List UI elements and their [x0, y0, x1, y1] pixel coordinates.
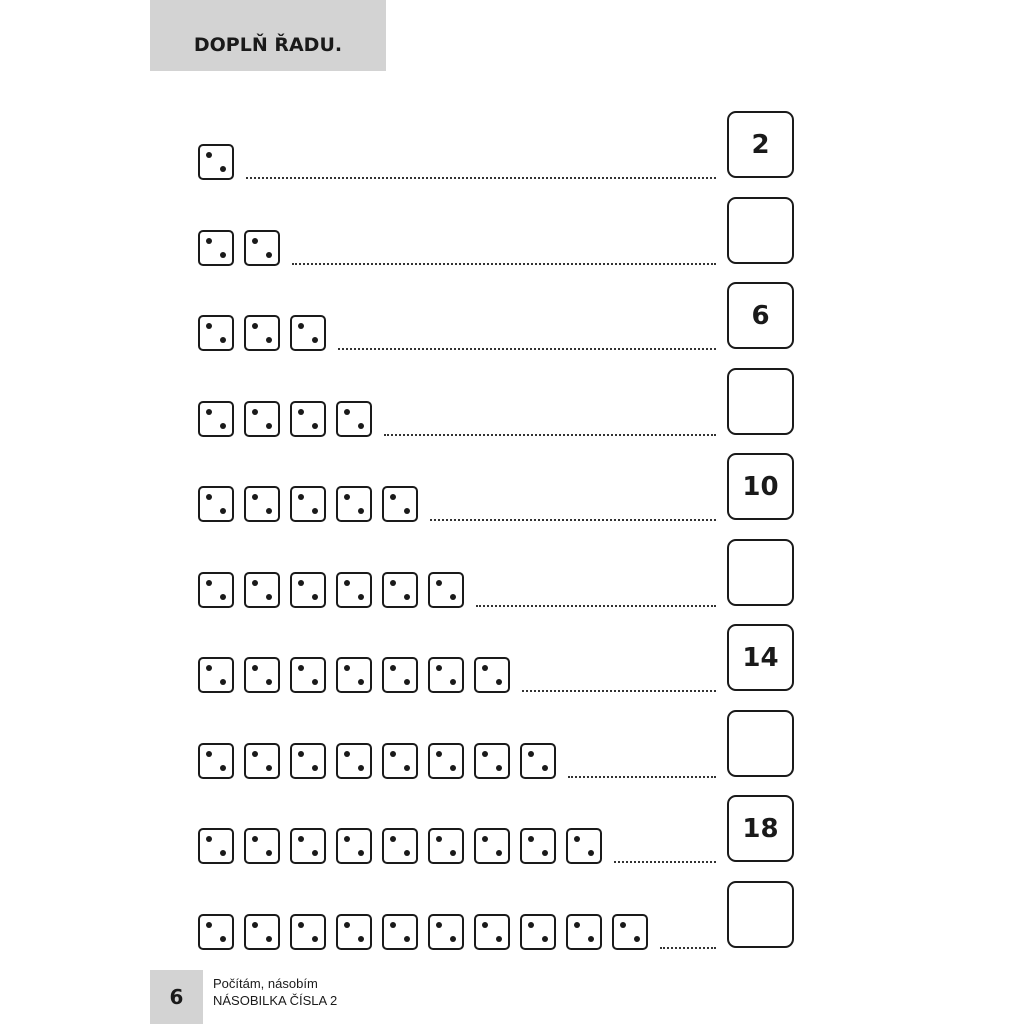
die-pip — [206, 238, 212, 244]
die-pip — [252, 665, 258, 671]
die-pip — [266, 850, 272, 856]
exercise-row — [0, 795, 1024, 863]
header-banner — [150, 0, 386, 71]
die-pip — [588, 850, 594, 856]
die-pip — [206, 836, 212, 842]
die-pip — [344, 922, 350, 928]
answer-box[interactable] — [727, 881, 794, 948]
die-two-icon — [244, 486, 280, 522]
die-two-icon — [336, 743, 372, 779]
dotted-leader-line — [614, 861, 716, 863]
answer-value: 14 — [742, 642, 779, 673]
die-pip — [390, 751, 396, 757]
die-pip — [252, 751, 258, 757]
dice-group — [198, 144, 244, 180]
die-pip — [404, 936, 410, 942]
die-pip — [220, 337, 226, 343]
die-two-icon — [198, 315, 234, 351]
die-pip — [312, 850, 318, 856]
die-pip — [206, 665, 212, 671]
die-two-icon — [382, 486, 418, 522]
die-two-icon — [382, 572, 418, 608]
die-pip — [220, 679, 226, 685]
die-two-icon — [198, 828, 234, 864]
die-two-icon — [336, 657, 372, 693]
die-pip — [404, 679, 410, 685]
die-pip — [482, 665, 488, 671]
die-pip — [404, 850, 410, 856]
die-pip — [496, 850, 502, 856]
die-two-icon — [198, 144, 234, 180]
die-two-icon — [520, 828, 556, 864]
footer-text — [213, 975, 337, 1009]
answer-box — [727, 453, 794, 520]
die-pip — [298, 580, 304, 586]
die-pip — [266, 936, 272, 942]
answer-value: 10 — [742, 471, 779, 502]
die-pip — [496, 936, 502, 942]
die-pip — [528, 836, 534, 842]
dice-group — [198, 657, 520, 693]
die-pip — [312, 679, 318, 685]
die-pip — [542, 936, 548, 942]
die-pip — [220, 166, 226, 172]
dotted-leader-line — [430, 519, 716, 521]
die-two-icon — [244, 914, 280, 950]
die-pip — [358, 423, 364, 429]
page-number-label: 6 — [169, 985, 184, 1009]
answer-box[interactable] — [727, 539, 794, 606]
die-pip — [252, 323, 258, 329]
die-two-icon — [428, 572, 464, 608]
dice-group — [198, 315, 336, 351]
die-pip — [344, 494, 350, 500]
die-pip — [528, 922, 534, 928]
die-pip — [482, 922, 488, 928]
die-pip — [358, 594, 364, 600]
die-two-icon — [566, 914, 602, 950]
die-two-icon — [520, 743, 556, 779]
die-pip — [390, 836, 396, 842]
die-two-icon — [244, 743, 280, 779]
die-pip — [252, 494, 258, 500]
die-pip — [620, 922, 626, 928]
footer-line-2: NÁSOBILKA ČÍSLA 2 — [213, 993, 338, 1008]
die-pip — [252, 922, 258, 928]
die-pip — [298, 751, 304, 757]
die-pip — [482, 751, 488, 757]
die-pip — [358, 850, 364, 856]
die-pip — [252, 580, 258, 586]
answer-box[interactable] — [727, 710, 794, 777]
die-pip — [298, 922, 304, 928]
die-pip — [496, 679, 502, 685]
answer-box — [727, 624, 794, 691]
exercise-row — [0, 881, 1024, 949]
die-pip — [358, 765, 364, 771]
die-two-icon — [244, 401, 280, 437]
die-two-icon — [244, 230, 280, 266]
answer-box — [727, 111, 794, 178]
dice-group — [198, 401, 382, 437]
die-pip — [252, 238, 258, 244]
answer-value: 18 — [742, 813, 779, 844]
dotted-leader-line — [660, 947, 716, 949]
dotted-leader-line — [292, 263, 716, 265]
die-pip — [344, 836, 350, 842]
die-pip — [496, 765, 502, 771]
die-pip — [266, 594, 272, 600]
die-two-icon — [336, 401, 372, 437]
exercise-row — [0, 111, 1024, 179]
die-pip — [252, 836, 258, 842]
die-two-icon — [566, 828, 602, 864]
die-pip — [220, 423, 226, 429]
die-pip — [450, 679, 456, 685]
die-pip — [220, 252, 226, 258]
dotted-leader-line — [338, 348, 716, 350]
die-pip — [436, 836, 442, 842]
die-pip — [436, 580, 442, 586]
die-two-icon — [382, 743, 418, 779]
die-pip — [206, 580, 212, 586]
exercise-row — [0, 710, 1024, 778]
die-pip — [574, 836, 580, 842]
answer-value: 2 — [751, 129, 770, 160]
die-two-icon — [336, 572, 372, 608]
die-pip — [358, 936, 364, 942]
die-pip — [266, 423, 272, 429]
die-two-icon — [244, 828, 280, 864]
die-two-icon — [290, 828, 326, 864]
die-two-icon — [198, 743, 234, 779]
die-pip — [390, 580, 396, 586]
die-pip — [266, 508, 272, 514]
die-two-icon — [198, 657, 234, 693]
dice-group — [198, 914, 658, 950]
die-pip — [312, 765, 318, 771]
dice-group — [198, 486, 428, 522]
die-two-icon — [474, 743, 510, 779]
die-pip — [298, 665, 304, 671]
die-pip — [220, 850, 226, 856]
die-two-icon — [198, 572, 234, 608]
die-two-icon — [428, 828, 464, 864]
die-pip — [528, 751, 534, 757]
die-pip — [298, 494, 304, 500]
dotted-leader-line — [246, 177, 716, 179]
die-two-icon — [290, 315, 326, 351]
die-pip — [436, 751, 442, 757]
answer-value: 6 — [751, 300, 770, 331]
die-pip — [266, 679, 272, 685]
die-two-icon — [382, 828, 418, 864]
dotted-leader-line — [522, 690, 716, 692]
die-two-icon — [290, 657, 326, 693]
die-two-icon — [382, 914, 418, 950]
exercise-row — [0, 368, 1024, 436]
die-pip — [266, 337, 272, 343]
die-pip — [206, 152, 212, 158]
die-pip — [206, 323, 212, 329]
die-two-icon — [244, 315, 280, 351]
die-two-icon — [336, 914, 372, 950]
exercise-row — [0, 624, 1024, 692]
page-number — [150, 970, 203, 1024]
die-two-icon — [244, 657, 280, 693]
die-pip — [220, 508, 226, 514]
die-two-icon — [336, 486, 372, 522]
die-two-icon — [290, 572, 326, 608]
die-pip — [312, 594, 318, 600]
die-pip — [450, 850, 456, 856]
die-pip — [390, 922, 396, 928]
answer-box — [727, 282, 794, 349]
answer-box — [727, 795, 794, 862]
die-pip — [358, 679, 364, 685]
die-pip — [404, 765, 410, 771]
die-pip — [358, 508, 364, 514]
die-pip — [298, 409, 304, 415]
die-pip — [266, 252, 272, 258]
die-two-icon — [198, 486, 234, 522]
footer-line-1: Počítám, násobím — [213, 976, 318, 991]
die-pip — [220, 594, 226, 600]
dice-group — [198, 743, 566, 779]
die-two-icon — [428, 914, 464, 950]
die-two-icon — [474, 914, 510, 950]
die-two-icon — [198, 401, 234, 437]
die-pip — [312, 508, 318, 514]
die-pip — [312, 337, 318, 343]
die-two-icon — [290, 743, 326, 779]
die-two-icon — [336, 828, 372, 864]
dotted-leader-line — [568, 776, 716, 778]
die-pip — [220, 765, 226, 771]
die-pip — [206, 494, 212, 500]
die-pip — [542, 850, 548, 856]
die-two-icon — [290, 914, 326, 950]
die-pip — [344, 409, 350, 415]
die-pip — [312, 423, 318, 429]
page-title: DOPLŇ ŘADU. — [193, 33, 343, 56]
die-two-icon — [474, 657, 510, 693]
answer-box[interactable] — [727, 197, 794, 264]
die-pip — [312, 936, 318, 942]
die-pip — [206, 751, 212, 757]
die-two-icon — [290, 401, 326, 437]
die-pip — [634, 936, 640, 942]
exercise-row — [0, 197, 1024, 265]
die-pip — [450, 936, 456, 942]
die-pip — [450, 765, 456, 771]
die-pip — [252, 409, 258, 415]
die-two-icon — [290, 486, 326, 522]
die-pip — [298, 836, 304, 842]
die-two-icon — [244, 572, 280, 608]
die-pip — [220, 936, 226, 942]
dotted-leader-line — [384, 434, 716, 436]
die-pip — [266, 765, 272, 771]
die-pip — [206, 409, 212, 415]
die-pip — [574, 922, 580, 928]
die-pip — [404, 594, 410, 600]
die-pip — [482, 836, 488, 842]
die-pip — [450, 594, 456, 600]
exercise-row — [0, 539, 1024, 607]
die-pip — [344, 665, 350, 671]
die-two-icon — [198, 230, 234, 266]
die-pip — [206, 922, 212, 928]
exercise-row — [0, 453, 1024, 521]
die-two-icon — [612, 914, 648, 950]
die-two-icon — [382, 657, 418, 693]
die-two-icon — [428, 657, 464, 693]
die-pip — [588, 936, 594, 942]
dice-group — [198, 230, 290, 266]
die-pip — [542, 765, 548, 771]
die-pip — [390, 665, 396, 671]
die-pip — [436, 665, 442, 671]
die-pip — [436, 922, 442, 928]
die-pip — [298, 323, 304, 329]
die-two-icon — [474, 828, 510, 864]
die-pip — [390, 494, 396, 500]
die-pip — [344, 751, 350, 757]
die-two-icon — [520, 914, 556, 950]
die-pip — [344, 580, 350, 586]
die-two-icon — [198, 914, 234, 950]
dice-group — [198, 572, 474, 608]
dotted-leader-line — [476, 605, 716, 607]
answer-box[interactable] — [727, 368, 794, 435]
dice-group — [198, 828, 612, 864]
die-two-icon — [428, 743, 464, 779]
die-pip — [404, 508, 410, 514]
exercise-row — [0, 282, 1024, 350]
